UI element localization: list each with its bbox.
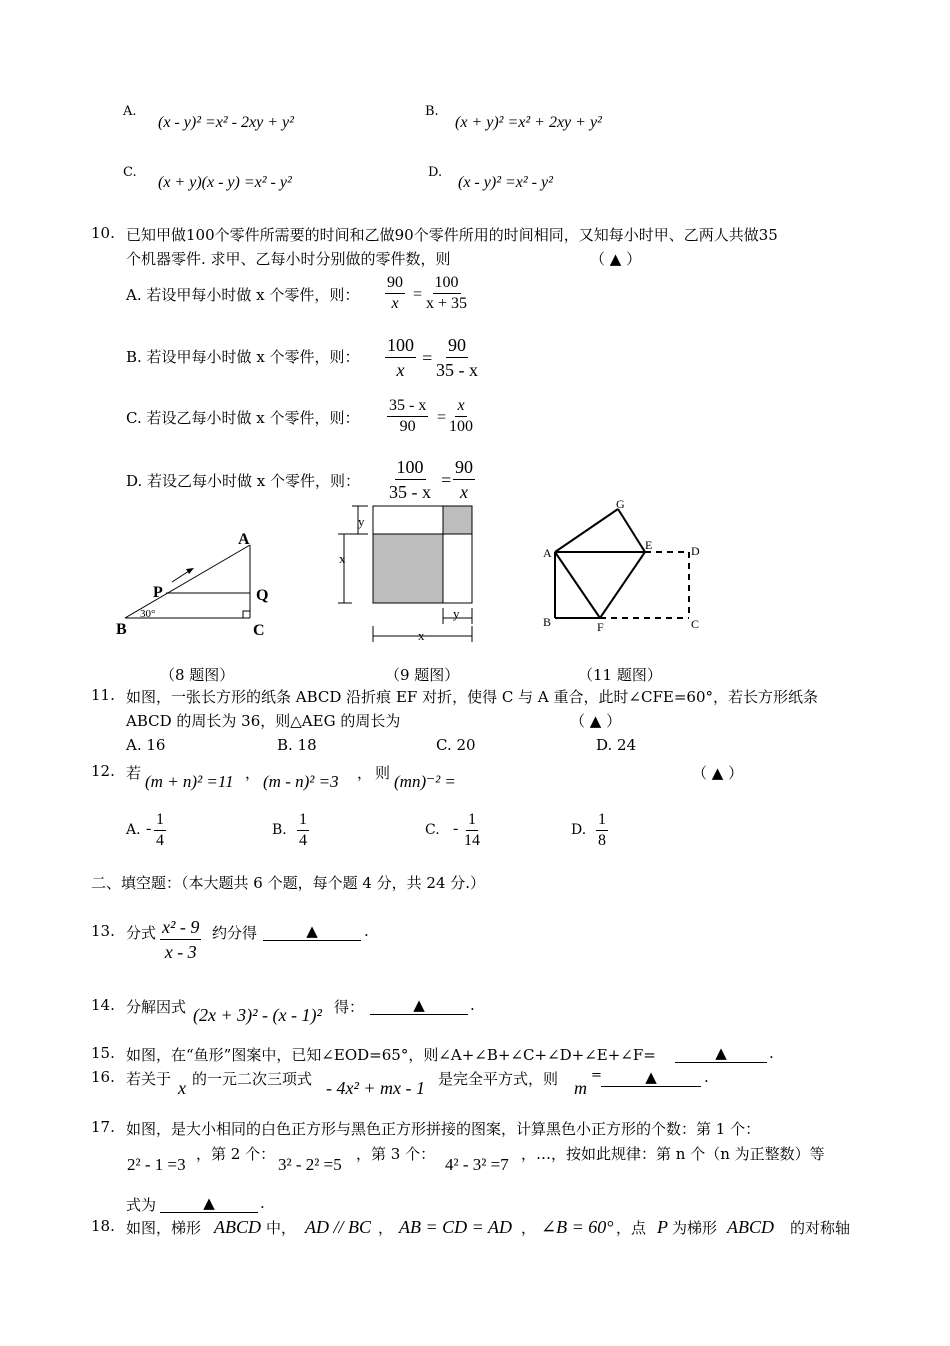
q15-text: 如图，在“鱼形”图案中，已知∠EOD=65°，则∠A+∠B+∠C+∠D+∠E+∠F=: [126, 1046, 656, 1064]
fig9-label-x-bottom: x: [418, 628, 425, 643]
q18-condition-angle: ∠B = 60°: [541, 1217, 614, 1237]
q17-expr-1: 2² - 1 =3: [127, 1155, 186, 1174]
fig9-large-gray-square: [373, 534, 443, 603]
q18-point-p: P: [657, 1217, 668, 1237]
q10-option-c-left-fraction: $\frac{35 - x}{90}$: [389, 397, 427, 435]
fig11-caption: （11 题图）: [578, 666, 662, 684]
q17-number: 17.: [91, 1118, 115, 1136]
q17-expr-3: 4² - 3² =7: [445, 1155, 509, 1174]
q12-comma-2: ，: [357, 764, 373, 782]
fig11-label-a: A: [543, 546, 552, 560]
q10-option-b-text: B. 若设甲每小时做 x 个零件，则：: [126, 348, 360, 366]
fig9-caption: （9 题图）: [385, 666, 460, 684]
q17-answer-blank[interactable]: ▲: [160, 1194, 258, 1213]
figure-11-folded-rectangle: [535, 495, 710, 640]
q10-option-a-left-fraction: $\frac{90}{x}$: [387, 274, 403, 312]
q18-abcd-2: ABCD: [727, 1217, 774, 1237]
fig11-segment-af: [555, 552, 600, 618]
q14-expression: (2x + 3)² - (x - 1)²: [193, 1005, 322, 1025]
q18-text-pre: 如图，梯形: [126, 1219, 202, 1237]
q17-text-4: ，…，按如此规律：第 n 个（n 为正整数）等: [521, 1145, 825, 1163]
q11-option-b: B. 18: [277, 736, 317, 754]
q18-number: 18.: [91, 1217, 115, 1235]
q9-option-b-label: B.: [425, 104, 439, 119]
q16-variable-m: m: [574, 1078, 587, 1098]
q11-option-d: D. 24: [596, 736, 637, 754]
q12-option-a-label: A.: [126, 822, 141, 838]
q12-expr-2: (m - n)² =3: [263, 772, 339, 791]
q12-option-d-fraction: $\frac{1}{8}$: [598, 811, 606, 849]
q10-option-a-text: A. 若设甲每小时做 x 个零件，则：: [126, 286, 360, 304]
q10-option-b-left-fraction: $\frac{100}{x}$: [387, 335, 414, 380]
fig8-right-angle-mark: [243, 611, 250, 618]
figure-8-triangle: [110, 525, 280, 645]
fig11-label-b: B: [543, 615, 552, 629]
q14-number: 14.: [91, 996, 115, 1014]
q18-comma-2: ，: [521, 1219, 537, 1237]
q10-option-a-equals: =: [412, 286, 423, 303]
q17-text-2: ，第 2 个：: [196, 1145, 276, 1163]
q13-number: 13.: [91, 922, 115, 940]
fig8-arrow-head: [186, 568, 194, 574]
q18-condition-parallel: AD // BC: [305, 1217, 371, 1237]
fig8-label-a: A: [238, 531, 250, 548]
fig8-label-p: P: [153, 584, 163, 601]
q10-number: 10.: [91, 224, 115, 242]
q16-equals: =: [591, 1068, 602, 1083]
fig11-label-f: F: [597, 620, 604, 634]
q18-comma-1: ，: [378, 1219, 394, 1237]
q10-option-b-right-fraction: $\frac{90}{35 - x}$: [436, 335, 478, 380]
fig9-label-x-left: x: [339, 551, 346, 566]
q16-answer-blank[interactable]: ▲: [601, 1068, 701, 1087]
q9-option-a-label: A.: [123, 104, 137, 119]
q11-answer-slot: （ ▲ ）: [570, 712, 622, 730]
q17-stem-line1: 如图，是大小相同的白色正方形与黑色正方形拼接的图案，计算黑色小正方形的个数：第 1 个：: [126, 1120, 761, 1138]
q17-text-3: ，第 3 个：: [356, 1145, 436, 1163]
fig11-fold-ef: [600, 552, 645, 618]
section-2-heading: 二、填空题：（本大题共 6 个题，每个题 4 分，共 24 分.）: [91, 874, 486, 892]
q10-option-d-left-fraction: $\frac{100}{35 - x}$: [389, 457, 431, 502]
q9-option-d-label: D.: [428, 165, 443, 180]
q10-stem-line2: 个机器零件. 求甲、乙每小时分别做的零件数，则: [126, 250, 451, 268]
q18-text-zhong: 中，: [266, 1219, 297, 1237]
fig8-angle-label: 30°: [140, 608, 156, 620]
q9-option-b-expr: (x + y)² =x² + 2xy + y²: [455, 114, 602, 131]
q18-text-2: 为梯形: [672, 1219, 718, 1237]
q12-option-d-label: D.: [571, 822, 587, 838]
q18-text-3: 的对称轴: [790, 1219, 851, 1237]
q14-period: .: [470, 996, 475, 1014]
fig11-label-e: E: [645, 538, 653, 552]
q16-number: 16.: [91, 1068, 115, 1086]
q13-text-pre: 分式: [126, 924, 157, 942]
q10-option-b-equals: =: [421, 348, 434, 368]
q10-stem-line1: 已知甲做100个零件所需要的时间和乙做90个零件所用的时间相同，又知每小时甲、乙两人共做35: [126, 226, 778, 244]
q16-text-post: 是完全平方式，则: [438, 1070, 559, 1088]
q11-stem-line2: ABCD 的周长为 36，则△AEG 的周长为: [126, 712, 401, 730]
q12-number: 12.: [91, 762, 115, 780]
q13-fraction: $\frac{\text{x² - 9}}{x - 3}$: [162, 917, 200, 962]
q18-condition-equal-sides: AB = CD = AD: [399, 1217, 512, 1237]
fig11-label-g: G: [616, 497, 625, 511]
fig9-label-y-right: y: [453, 606, 460, 621]
q12-text-ze: 则: [375, 764, 391, 782]
q11-option-a: A. 16: [126, 736, 166, 754]
q14-text-pre: 分解因式: [126, 998, 187, 1016]
fig11-label-c: C: [691, 617, 700, 631]
q12-option-a-fraction: $\frac{1}{4}$: [156, 811, 164, 849]
q16-text-pre: 若关于: [126, 1070, 172, 1088]
fig11-segment-ge: [618, 509, 645, 552]
q10-option-d-right-fraction: $\frac{90}{x}$: [455, 457, 473, 502]
q15-period: .: [769, 1044, 774, 1062]
fig8-caption: （8 题图）: [160, 666, 235, 684]
fig8-label-b: B: [116, 621, 127, 638]
q9-option-c-label: C.: [123, 165, 137, 180]
q16-text-mid: 的一元二次三项式: [192, 1070, 313, 1088]
q16-period: .: [704, 1068, 709, 1086]
q12-answer-slot: （ ▲ ）: [692, 764, 744, 782]
q12-comma-1: ，: [245, 764, 261, 782]
q17-expr-2: 3² - 2² =5: [278, 1155, 342, 1174]
q12-text-ruo: 若: [126, 764, 142, 782]
q10-option-c-text: C. 若设乙每小时做 x 个零件，则：: [126, 409, 360, 427]
q10-option-a-right-fraction: $\frac{100}{x + 35}$: [426, 274, 468, 312]
figure-9-squares: [330, 500, 490, 648]
q12-option-c-fraction: $\frac{1}{14}$: [464, 811, 480, 849]
q12-expr-3: (mn)⁻² =: [394, 772, 456, 791]
fig8-label-c: C: [253, 622, 265, 639]
q11-number: 11.: [91, 686, 115, 704]
q11-option-c: C. 20: [436, 736, 476, 754]
q16-variable-x: x: [178, 1078, 186, 1098]
q12-option-a-sign: -: [146, 820, 152, 837]
q13-period: .: [364, 922, 369, 940]
q17-period: .: [260, 1194, 265, 1212]
q10-option-c-equals: =: [436, 409, 447, 426]
fig11-segment-ag: [555, 509, 618, 552]
q9-option-a-expr: (x - y)² =x² - 2xy + y²: [158, 114, 294, 131]
fig9-label-y-top: y: [358, 514, 365, 529]
q16-expression: - 4x² + mx - 1: [326, 1078, 426, 1098]
q18-abcd: ABCD: [214, 1217, 261, 1237]
q9-option-d-expr: (x - y)² =x² - y²: [458, 174, 553, 191]
q10-option-d-equals: =: [440, 470, 453, 490]
q14-text-post: 得：: [334, 998, 365, 1016]
q12-option-b-label: B.: [272, 822, 287, 838]
q10-option-d-text: D. 若设乙每小时做 x 个零件，则：: [126, 472, 361, 490]
q12-option-c-sign: -: [453, 820, 459, 837]
fig9-small-gray-square: [443, 506, 472, 534]
q18-text-1: ，点: [616, 1219, 647, 1237]
fig11-label-d: D: [691, 544, 700, 558]
q15-number: 15.: [91, 1044, 115, 1062]
q15-answer-blank[interactable]: ▲: [675, 1044, 767, 1063]
q12-option-c-label: C.: [425, 822, 440, 838]
fig8-label-q: Q: [256, 587, 269, 604]
q13-text-post: 约分得: [212, 924, 258, 942]
q13-answer-blank[interactable]: ▲: [263, 922, 361, 941]
q17-line3: 式为: [126, 1196, 157, 1214]
q9-option-c-expr: (x + y)(x - y) =x² - y²: [158, 174, 292, 191]
q11-stem-line1: 如图，一张长方形的纸条 ABCD 沿折痕 EF 对折，使得 C 与 A 重合，此时∠CFE=60°，若长方形纸条: [126, 688, 819, 706]
q10-option-c-right-fraction: $\frac{x}{100}$: [449, 397, 473, 435]
q14-answer-blank[interactable]: ▲: [370, 996, 468, 1015]
q12-option-b-fraction: $\frac{1}{4}$: [299, 811, 307, 849]
q10-answer-slot: （ ▲ ）: [590, 250, 642, 268]
q12-expr-1: (m + n)² =11: [145, 772, 234, 791]
